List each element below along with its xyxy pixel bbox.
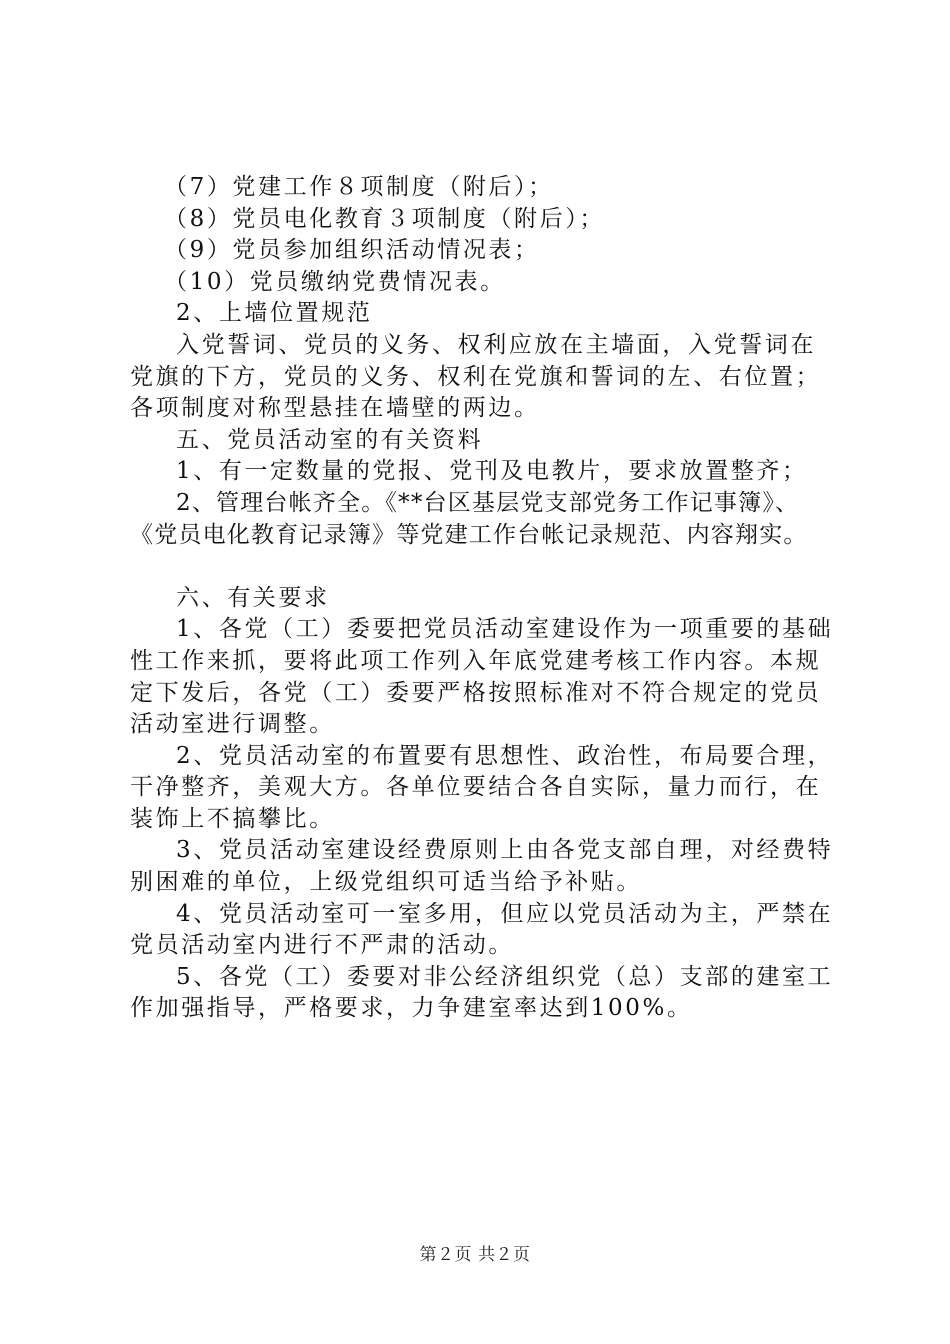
paragraph-line: 作加强指导，严格要求，力争建室率达到100%。 — [130, 995, 693, 1022]
page-number: 第２页 共２页 — [419, 1245, 531, 1265]
document-body — [130, 172, 850, 1025]
paragraph-line: 活动室进行调整。 — [130, 711, 335, 738]
paragraph-line: 1、有一定数量的党报、党刊及电教片，要求放置整齐； — [176, 458, 808, 485]
paragraph-line: 干净整齐，美观大方。各单位要结合各自实际，量力而行，在 — [130, 774, 822, 801]
paragraph-line: 2、管理台帐齐全。《**台区基层党支部党务工作记事簿》、 — [176, 489, 800, 516]
subheading-wall-position: 2、上墙位置规范 — [176, 300, 373, 327]
paragraph-line: 各项制度对称型悬挂在墙壁的两边。 — [130, 395, 540, 422]
paragraph-line: 性工作来抓，要将此项工作列入年底党建考核工作内容。本规 — [130, 647, 822, 674]
paragraph-line: 1、各党（工）委要把党员活动室建设作为一项重要的基础 — [176, 616, 834, 643]
paragraph-line: 装饰上不搞攀比。 — [130, 805, 335, 832]
paragraph-line: 党旗的下方，党员的义务、权利在党旗和誓词的左、右位置； — [130, 363, 822, 390]
list-item-8: （8）党员电化教育３项制度（附后）； — [164, 205, 605, 232]
paragraph-line: 入党誓词、党员的义务、权利应放在主墙面，入党誓词在 — [176, 331, 816, 358]
list-item-10: （10）党员缴纳党费情况表。 — [164, 268, 506, 295]
paragraph-line: 《党员电化教育记录簿》等党建工作台帐记录规范、内容翔实。 — [130, 521, 808, 548]
paragraph-line: 定下发后，各党（工）委要严格按照标准对不符合规定的党员 — [130, 679, 822, 706]
paragraph-line: 别困难的单位，上级党组织可适当给予补贴。 — [130, 869, 642, 896]
list-item-9: （9）党员参加组织活动情况表； — [164, 237, 540, 264]
blank-line — [130, 551, 850, 583]
paragraph-line: 5、各党（工）委要对非公经济组织党（总）支部的建室工 — [176, 963, 834, 990]
section-heading-6: 六、有关要求 — [176, 584, 330, 611]
paragraph-line: 2、党员活动室的布置要有思想性、政治性，布局要合理， — [176, 742, 834, 769]
section-heading-5: 五、党员活动室的有关资料 — [176, 426, 484, 453]
paragraph-line: 党员活动室内进行不严肃的活动。 — [130, 932, 514, 959]
paragraph-line: 4、党员活动室可一室多用，但应以党员活动为主，严禁在 — [176, 900, 834, 927]
paragraph-line: 3、党员活动室建设经费原则上由各党支部自理，对经费特 — [176, 837, 834, 864]
list-item-7: （7）党建工作８项制度（附后）； — [164, 174, 554, 200]
